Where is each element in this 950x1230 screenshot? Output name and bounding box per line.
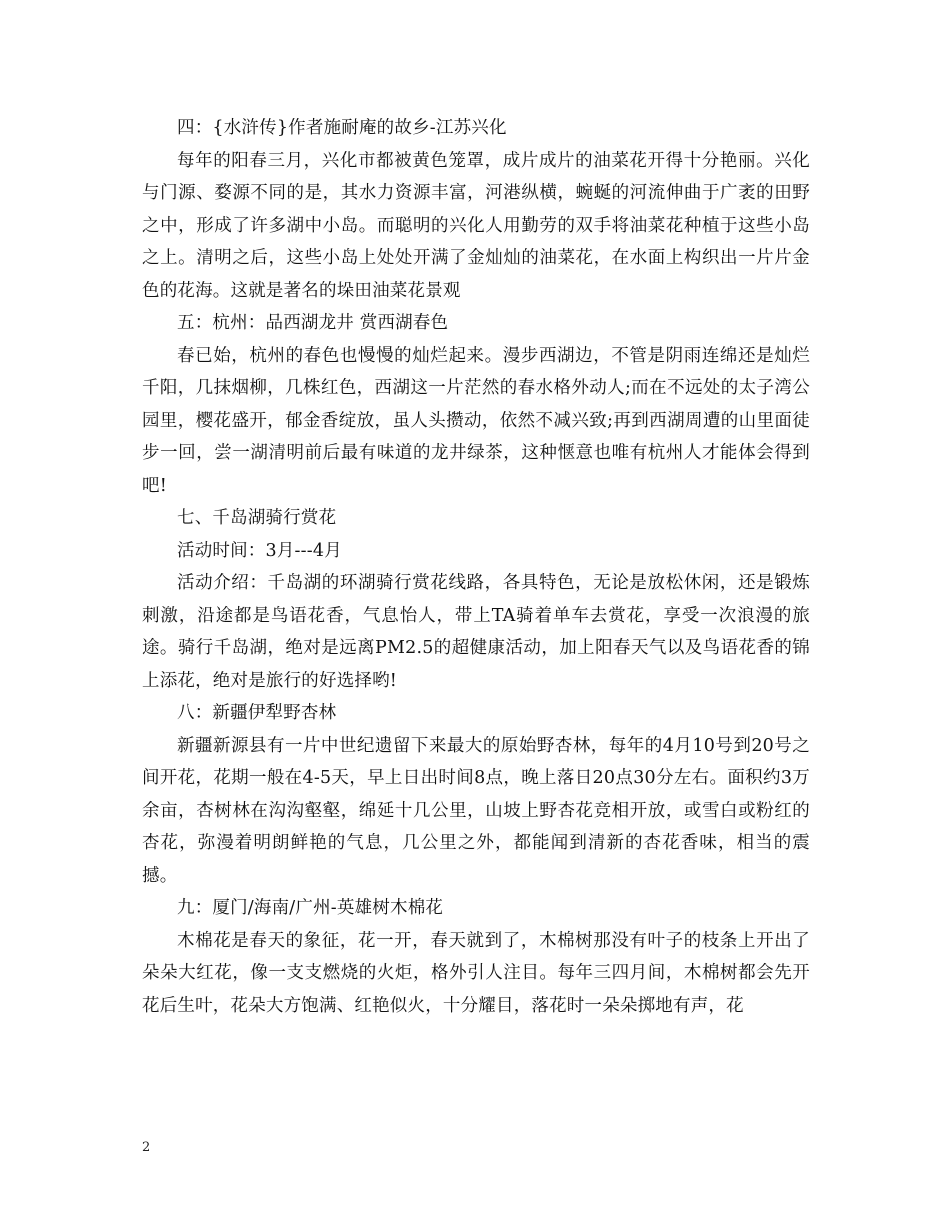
paragraph-xinjiang: 新疆新源县有一片中世纪遗留下来最大的原始野杏林，每年的4月10号到20号之间开花，花期一般在4-5天，早上日出时间8点，晚上落日20点30分左右。面积约3万余亩，杏树林在沟沟壑壑，绵延十几公里，山坡上野杏花竞相开放，或雪白或粉红的杏花，弥漫着明朗鲜艳的气息，几公里之外，都能闻到清新的杏花香味，相当的震撼。 — [142, 735, 810, 886]
paragraph-xinghua: 每年的阳春三月，兴化市都被黄色笼罩，成片成片的油菜花开得十分艳丽。兴化与门源、婺源不同的是，其水力资源丰富，河港纵横，蜿蜒的河流伸曲于广袤的田野之中，形成了许多湖中小岛。而聪明的兴化人用勤劳的双手将油菜花种植于这些小岛之上。清明之后，这些小岛上处处开满了金灿灿的油菜花，在水面上构织出一片片金色的花海。这就是著名的垛田油菜花景观 — [142, 150, 810, 301]
paragraph-kapok: 木棉花是春天的象征，花一开，春天就到了，木棉树那没有叶子的枝条上开出了朵朵大红花，像一支支燃烧的火炬，格外引人注目。每年三四月间，木棉树都会先开花后生叶，花朵大方饱满、红艳似火，十分耀目，落花时一朵朵掷地有声，花 — [142, 930, 810, 1016]
page-number: 2 — [142, 1140, 151, 1155]
activity-intro: 活动介绍：千岛湖的环湖骑行赏花线路，各具特色，无论是放松休闲，还是锻炼刺激，沿途都是鸟语花香，气息怡人，带上TA骑着单车去赏花，享受一次浪漫的旅途。骑行千岛湖，绝对是远离PM2.5的超健康活动，加上阳春天气以及鸟语花香的锦上添花，绝对是旅行的好选择哟! — [142, 573, 810, 691]
activity-time: 活动时间：3月---4月 — [177, 540, 342, 561]
heading-hangzhou: 五：杭州：品西湖龙井 赏西湖春色 — [177, 313, 449, 333]
document-body — [142, 112, 810, 1022]
heading-xinjiang: 八：新疆伊犁野杏林 — [177, 703, 337, 723]
heading-qiandao-lake: 七、千岛湖骑行赏花 — [177, 508, 337, 528]
heading-xinghua: 四：{水浒传}作者施耐庵的故乡-江苏兴化 — [177, 118, 507, 138]
paragraph-hangzhou: 春已始，杭州的春色也慢慢的灿烂起来。漫步西湖边，不管是阴雨连绵还是灿烂千阳，几抹烟柳，几株红色，西湖这一片茫然的春水格外动人;而在不远处的太子湾公园里，樱花盛开，郁金香绽放，虽人头攒动，依然不减兴致;再到西湖周遭的山里面徒步一回，尝一湖清明前后最有味道的龙井绿茶，这种惬意也唯有杭州人才能体会得到吧! — [142, 345, 810, 496]
heading-kapok: 九：厦门/海南/广州-英雄树木棉花 — [177, 898, 444, 918]
